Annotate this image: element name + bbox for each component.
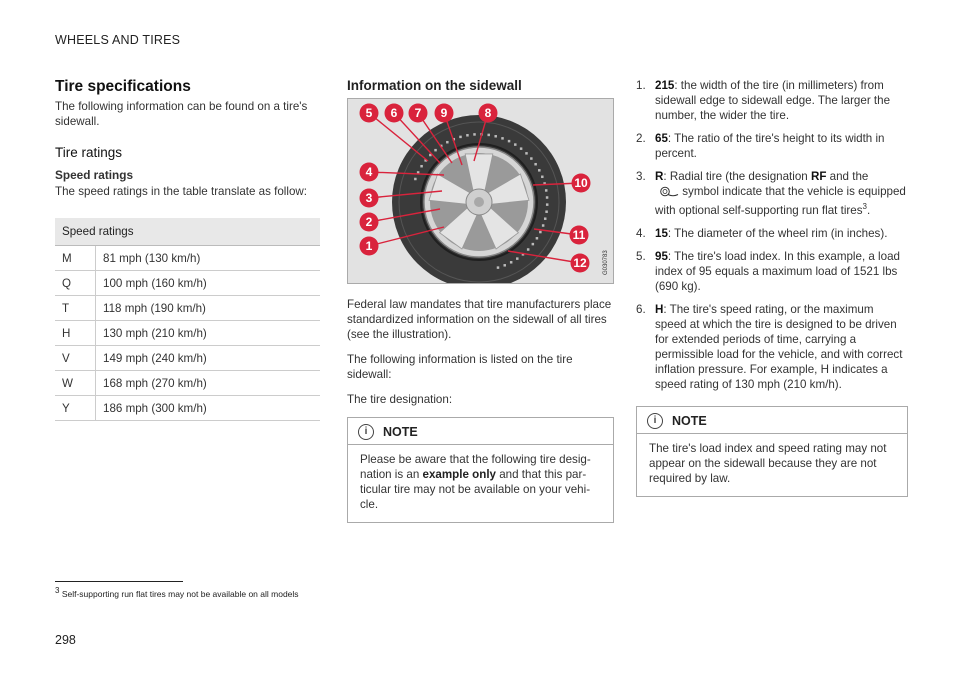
callout-label: 3 xyxy=(365,191,373,206)
speed-ratings-table xyxy=(55,218,320,421)
running-header: WHEELS AND TIRES xyxy=(55,33,181,47)
sidewall-mark xyxy=(503,264,506,267)
sidewall-mark xyxy=(497,266,500,269)
note-header xyxy=(348,418,613,445)
sidewall-mark xyxy=(530,157,533,160)
list-number: 2. xyxy=(636,132,646,145)
list-number: 3. xyxy=(636,170,646,183)
info-icon: i xyxy=(358,424,374,440)
list-text: : The ratio of the tire's height to its width in percent. xyxy=(655,132,885,160)
sidewall-mark xyxy=(527,248,530,251)
sidewall-mark xyxy=(434,149,437,152)
note-header xyxy=(637,407,907,434)
sidewall-mark xyxy=(536,237,539,240)
note-box-example xyxy=(347,417,614,523)
image-reference-id: G030783 xyxy=(603,250,609,275)
list-item xyxy=(636,131,908,161)
footnote xyxy=(55,586,299,599)
speed-ratings-heading: Speed ratings xyxy=(55,168,134,182)
note-text: Please be aware that the following tire desig-nation is an xyxy=(360,453,591,481)
sidewall-heading: Information on the sidewall xyxy=(347,78,522,93)
speed-code: T xyxy=(55,296,96,321)
list-code: R xyxy=(655,170,664,183)
sidewall-mark xyxy=(546,196,549,199)
sidewall-mark xyxy=(420,165,423,168)
column-designation-list xyxy=(636,78,908,497)
sidewall-mark xyxy=(544,217,547,220)
footnote-divider xyxy=(55,581,183,582)
speed-code: H xyxy=(55,321,96,346)
list-item xyxy=(636,78,908,123)
wheel-center-cap xyxy=(474,197,484,207)
column-tire-specifications xyxy=(55,78,320,421)
speed-code: V xyxy=(55,346,96,371)
sidewall-mark xyxy=(508,140,511,143)
callout-label: 8 xyxy=(484,106,492,121)
speed-code: Q xyxy=(55,271,96,296)
table-header: Speed ratings xyxy=(55,218,320,246)
sidewall-mark xyxy=(539,231,542,234)
sidewall-mark xyxy=(545,210,548,213)
list-number: 1. xyxy=(636,79,646,92)
callout-label: 11 xyxy=(572,228,586,243)
sidewall-mark xyxy=(538,169,541,172)
table-row xyxy=(55,346,320,371)
list-number: 6. xyxy=(636,302,646,316)
speed-value: 186 mph (300 km/h) xyxy=(96,396,321,421)
speed-value: 118 mph (190 km/h) xyxy=(96,296,321,321)
speed-value: 149 mph (240 km/h) xyxy=(96,346,321,371)
sidewall-mark xyxy=(532,243,535,246)
list-code: 65 xyxy=(655,132,668,145)
sidewall-mark xyxy=(534,163,537,166)
list-text: . xyxy=(866,203,871,217)
list-text: : The diameter of the wheel rim (in inches). xyxy=(667,226,888,240)
list-item xyxy=(636,249,908,294)
sidewall-mark xyxy=(501,137,504,140)
listed-info-paragraph: The following information is listed on the tire sidewall: xyxy=(347,353,573,381)
sidewall-mark xyxy=(520,147,523,150)
list-code: H xyxy=(655,302,664,316)
sidewall-mark xyxy=(487,134,490,137)
sidewall-mark xyxy=(494,135,497,138)
page-number: 298 xyxy=(55,633,76,647)
speed-value: 168 mph (270 km/h) xyxy=(96,371,321,396)
note-text-end: and that this par-ticular tire may not be available on your vehi-cle. xyxy=(360,468,591,511)
list-code-rf: RF xyxy=(810,170,827,183)
sidewall-mark xyxy=(516,257,519,260)
callout-label: 7 xyxy=(414,106,422,121)
info-icon: i xyxy=(647,413,663,429)
list-text: : The tire's speed rating, or the maximum speed at which the tire is designed to be driven for extended periods of time, carrying a permissible load for the vehicle, and with correct inflation pressure. For example, H indicates a speed rating of 130 mph (210 km/h). xyxy=(655,302,903,391)
run-flat-tire-icon xyxy=(659,186,679,197)
callout-label: 4 xyxy=(365,165,373,180)
callout-label: 5 xyxy=(365,106,373,121)
list-item xyxy=(636,169,908,218)
callout-label: 12 xyxy=(573,256,587,271)
speed-ratings-intro: The speed ratings in the table translate as follow: xyxy=(55,185,307,198)
list-code: 215 xyxy=(655,79,675,92)
list-text: : Radial tire (the designation xyxy=(663,170,811,183)
footnote-text: Self-supporting run flat tires may not be available on all models xyxy=(61,588,299,599)
speed-code: Y xyxy=(55,396,96,421)
sidewall-mark xyxy=(459,136,462,139)
footnote-number: 3 xyxy=(55,586,60,595)
table-row xyxy=(55,246,320,271)
callout-label: 9 xyxy=(440,106,448,121)
sidewall-mark xyxy=(525,152,528,155)
table-row xyxy=(55,321,320,346)
sidewall-mark xyxy=(473,133,476,136)
note-body: The tire's load index and speed rating may not appear on the sidewall because they are not required by law. xyxy=(649,441,887,485)
speed-value: 100 mph (160 km/h) xyxy=(96,271,321,296)
list-text: : the width of the tire (in millimeters) from sidewall edge to sidewall edge. The larger the number, the wider the tire. xyxy=(655,79,891,122)
list-item xyxy=(636,226,908,241)
list-text: and the xyxy=(826,170,869,183)
sidewall-mark xyxy=(545,189,548,192)
note-body xyxy=(348,452,613,512)
sidewall-mark xyxy=(541,176,544,179)
list-number: 4. xyxy=(636,226,646,240)
tire-ratings-heading: Tire ratings xyxy=(55,145,123,160)
table-row xyxy=(55,271,320,296)
footnote-ref: 3 xyxy=(862,202,867,211)
callout-label: 1 xyxy=(365,239,373,254)
callout-label: 10 xyxy=(574,176,588,191)
list-text: symbol indicate that the vehicle is equipped with optional self-supporting run flat tires xyxy=(655,185,906,217)
sidewall-mark xyxy=(514,143,517,146)
designation-list xyxy=(636,78,908,392)
note-title: NOTE xyxy=(672,413,707,428)
table-row xyxy=(55,296,320,321)
tire-diagram xyxy=(348,99,613,283)
speed-code: W xyxy=(55,371,96,396)
speed-value: 81 mph (130 km/h) xyxy=(96,246,321,271)
note-box-load-index xyxy=(636,406,908,497)
callout-label: 6 xyxy=(390,106,398,121)
section-title: Tire specifications xyxy=(55,78,191,95)
list-number: 5. xyxy=(636,249,646,263)
speed-code: M xyxy=(55,246,96,271)
sidewall-mark xyxy=(414,178,417,181)
list-item xyxy=(636,302,908,392)
tire-designation-label: The tire designation: xyxy=(347,393,453,406)
federal-law-paragraph: Federal law mandates that tire manufacturers place standardized information on the sidewall of all tires (see the illustration). xyxy=(347,298,612,341)
list-text: : The tire's load index. In this example, a load index of 95 equals a maximum load of 1521 lbs (690 kg). xyxy=(655,249,900,293)
column-sidewall-info xyxy=(347,78,614,523)
sidewall-mark xyxy=(542,224,545,227)
sidewall-mark xyxy=(510,261,513,264)
sidewall-mark xyxy=(546,203,549,206)
table-row xyxy=(55,371,320,396)
list-code: 15 xyxy=(655,226,668,240)
sidewall-mark xyxy=(446,141,449,144)
intro-paragraph: The following information can be found on a tire's sidewall. xyxy=(55,100,308,128)
sidewall-mark xyxy=(466,134,469,137)
note-emphasis: example only xyxy=(422,468,496,481)
callout-label: 2 xyxy=(365,215,373,230)
note-title: NOTE xyxy=(383,425,418,439)
tire-illustration xyxy=(347,98,614,284)
speed-value: 130 mph (210 km/h) xyxy=(96,321,321,346)
table-row xyxy=(55,396,320,421)
list-code: 95 xyxy=(655,249,668,263)
